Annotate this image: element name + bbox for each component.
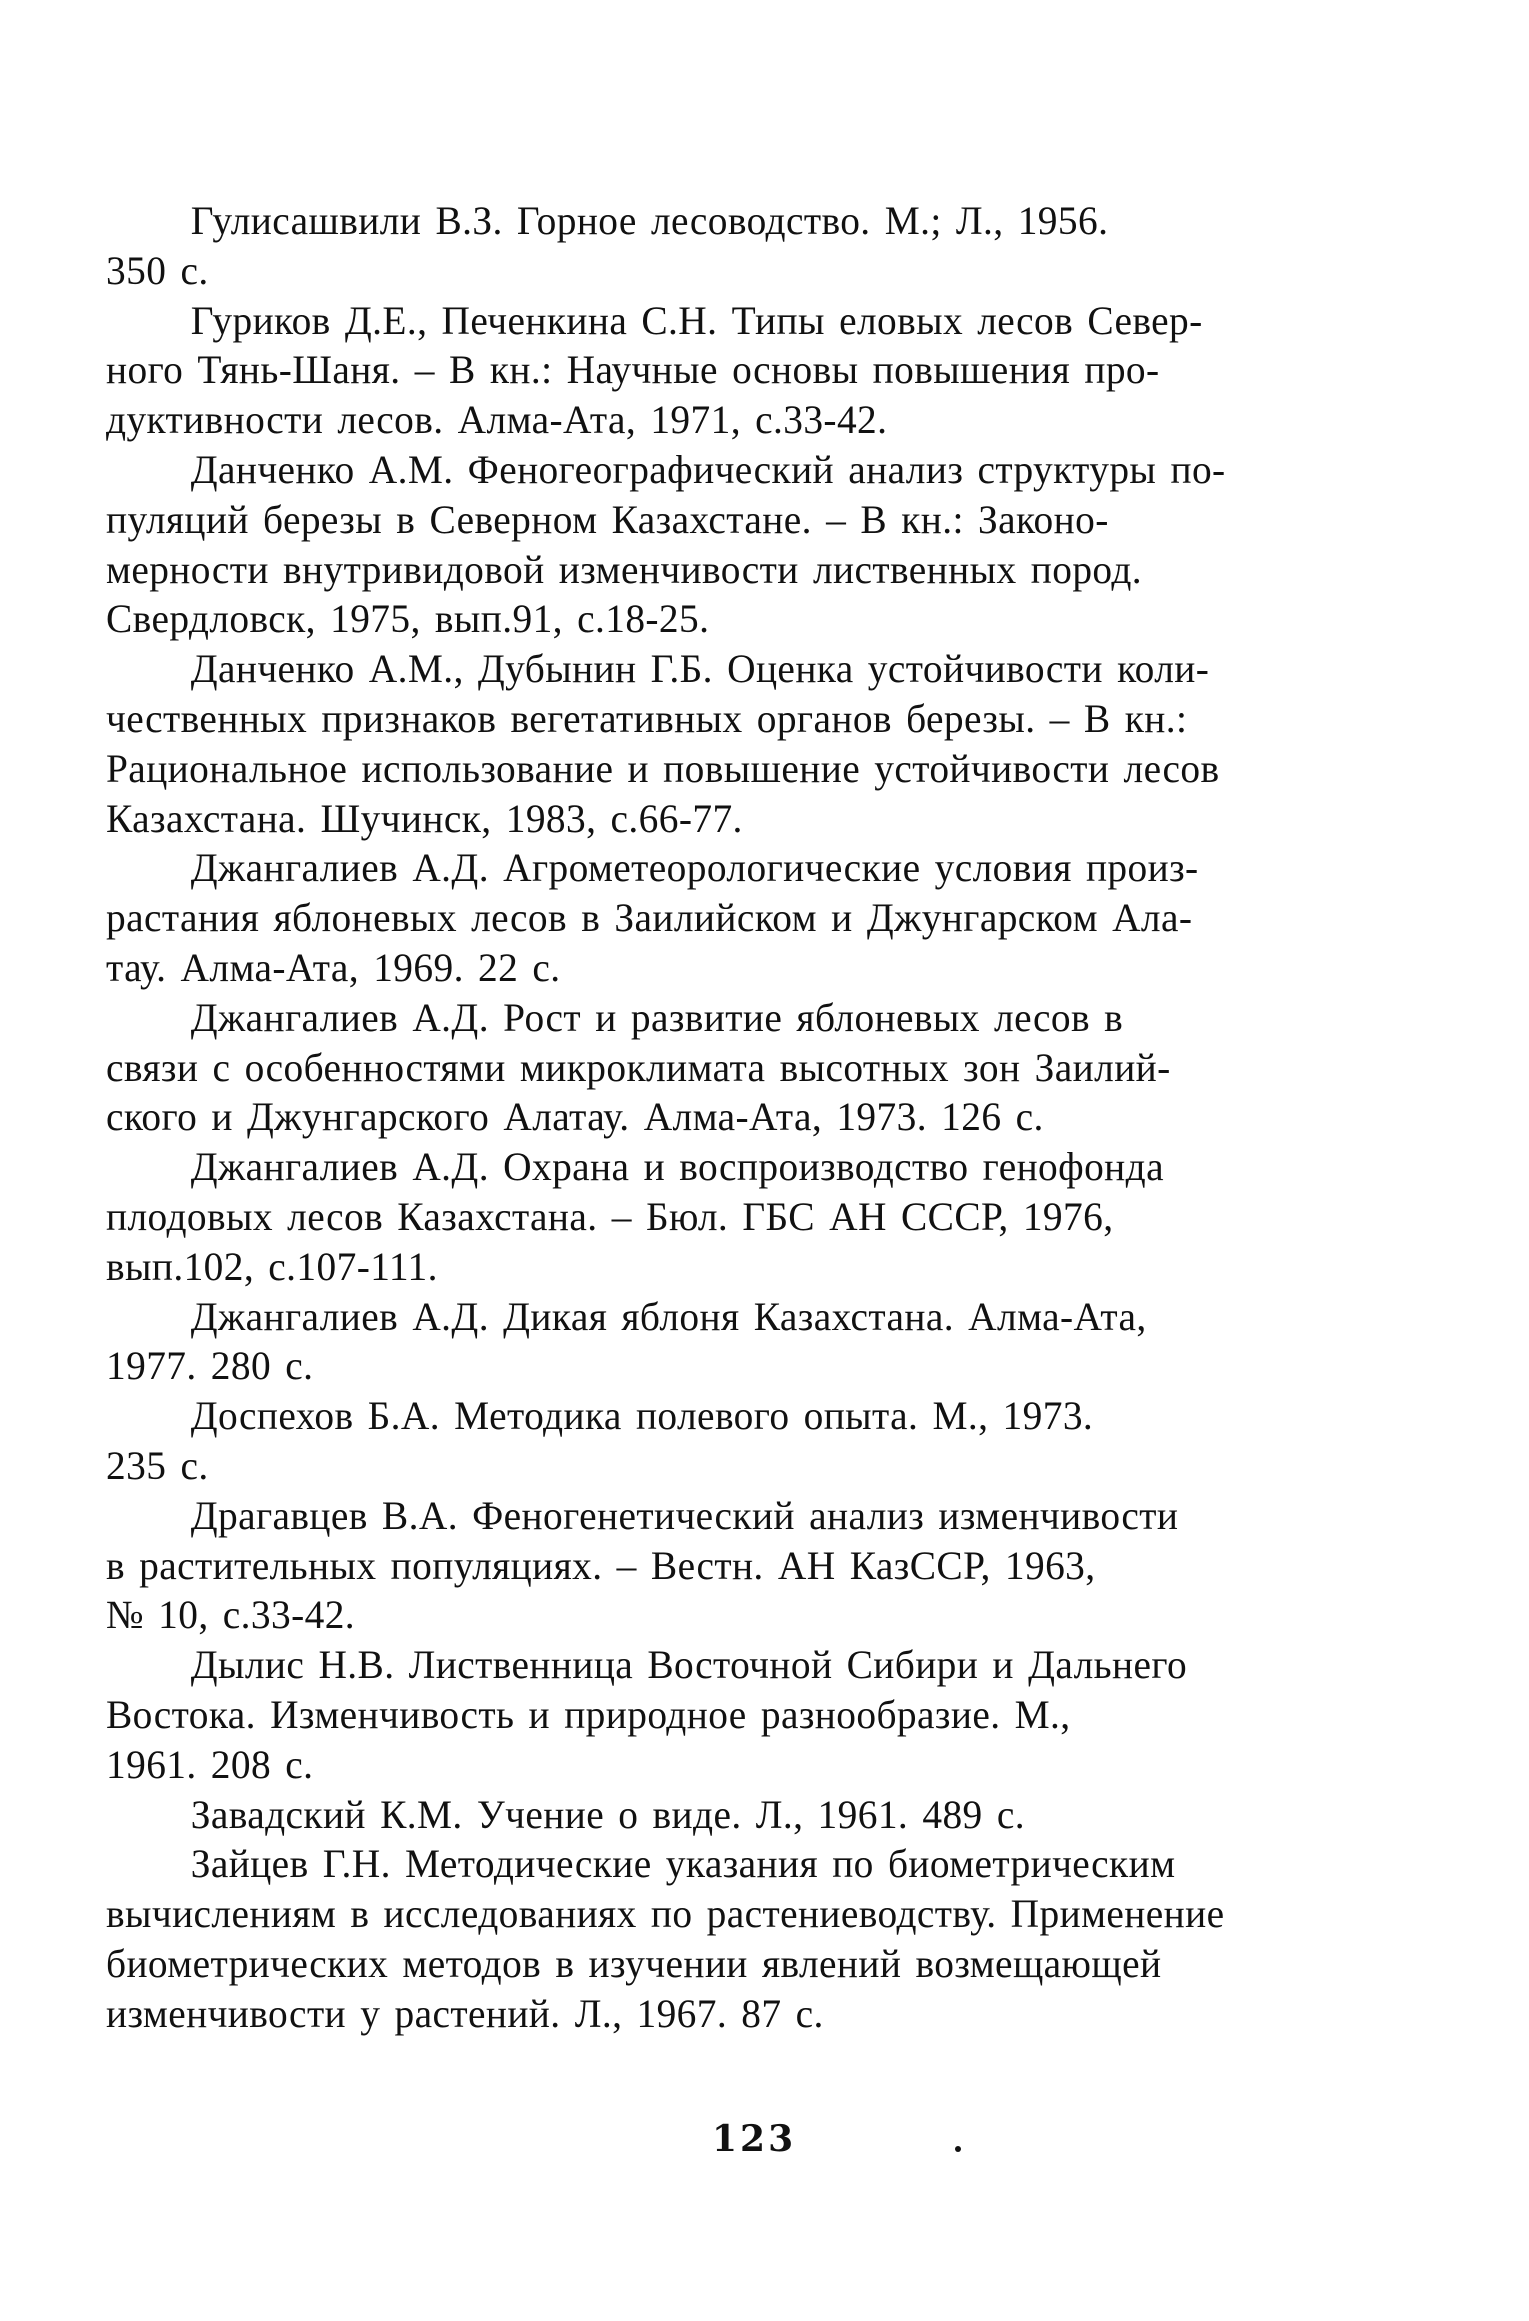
entry-line: изменчивости у растений. Л., 1967. 87 с. [106,1990,824,2036]
bibliography-list [106,196,1466,2038]
entry-line: 1977. 280 с. [106,1343,314,1389]
entry-line: 1961. 208 с. [106,1741,314,1787]
bibliography-entry [106,843,1446,992]
entry-line: Данченко А.М., Дубынин Г.Б. Оценка устойчивости коли- [190,646,1210,692]
entry-line: № 10, с.33-42. [106,1592,356,1638]
entry-line: Доспехов Б.А. Методика полевого опыта. М., 1973. [190,1393,1094,1439]
entry-line: 350 с. [106,247,209,293]
bibliography-entry [106,1292,1446,1392]
entry-line: Гулисашвили В.З. Горное лесоводство. М.; Л., 1956. [190,198,1109,243]
entry-line: Свердловск, 1975, вып.91, с.18-25. [106,596,710,642]
bibliography-entry [106,644,1446,843]
entry-line: связи с особенностями микроклимата высотных зон Заилий- [106,1044,1171,1090]
entry-line: вычислениям в исследованиях по растениеводству. Применение [106,1891,1225,1937]
entry-line: Джангалиев А.Д. Охрана и воспроизводство генофонда [190,1144,1164,1190]
entry-line: тау. Алма-Ата, 1969. 22 с. [106,944,561,990]
entry-line: ского и Джунгарского Алатау. Алма-Ата, 1973. 126 с. [106,1094,1044,1140]
entry-line: мерности внутривидовой изменчивости лиственных пород. [106,546,1143,592]
bibliography-entry [106,296,1446,445]
bibliography-entry [106,1640,1446,1789]
entry-line: чественных признаков вегетативных органов березы. – В кн.: [106,695,1188,741]
entry-line: Востока. Изменчивость и природное разнообразие. М., [106,1691,1071,1737]
entry-line: растания яблоневых лесов в Заилийском и Джунгарском Ала- [106,895,1193,941]
entry-line: 235 с. [106,1442,209,1488]
bibliography-entry [106,1491,1446,1640]
bibliography-entry [106,1142,1446,1291]
entry-line: дуктивности лесов. Алма-Ата, 1971, с.33-42. [106,397,888,443]
page-number: 123 [712,2118,797,2160]
entry-line: Рациональное использование и повышение устойчивости лесов [106,745,1220,791]
entry-line: пуляций березы в Северном Казахстане. – В кн.: Законо- [106,496,1109,542]
entry-line: в растительных популяциях. – Вестн. АН КазССР, 1963, [106,1542,1096,1588]
entry-line: Джангалиев А.Д. Дикая яблоня Казахстана. Алма-Ата, [190,1293,1147,1339]
entry-line: вып.102, с.107-111. [106,1243,438,1289]
entry-line: Завадский К.М. Учение о виде. Л., 1961. 489 с. [190,1791,1025,1837]
entry-line: плодовых лесов Казахстана. – Бюл. ГБС АН СССР, 1976, [106,1193,1114,1239]
entry-line: Зайцев Г.Н. Методические указания по биометрическим [190,1841,1176,1887]
bibliography-entry [106,1790,1446,1840]
scan-speck [955,2146,961,2152]
entry-line: Драгавцев В.А. Феногенетический анализ изменчивости [190,1492,1179,1538]
bibliography-entry [106,1839,1446,2038]
entry-line: Казахстана. Шучинск, 1983, с.66-77. [106,795,743,841]
entry-line: Джангалиев А.Д. Агрометеорологические условия произ- [190,845,1199,891]
entry-line: Гуриков Д.Е., Печенкина С.Н. Типы еловых лесов Север- [190,297,1203,343]
entry-line: ного Тянь-Шаня. – В кн.: Научные основы повышения про- [106,347,1160,393]
bibliography-entry [106,445,1446,644]
bibliography-entry [106,993,1446,1142]
entry-line: Джангалиев А.Д. Рост и развитие яблоневых лесов в [190,994,1124,1040]
entry-line: Данченко А.М. Феногеографический анализ структуры по- [190,446,1226,492]
entry-line: биометрических методов в изучении явлений возмещающей [106,1940,1162,1986]
entry-line: Дылис Н.В. Лиственница Восточной Сибири и Дальнего [190,1642,1188,1688]
bibliography-entry [106,1391,1446,1491]
bibliography-entry [106,196,1446,296]
